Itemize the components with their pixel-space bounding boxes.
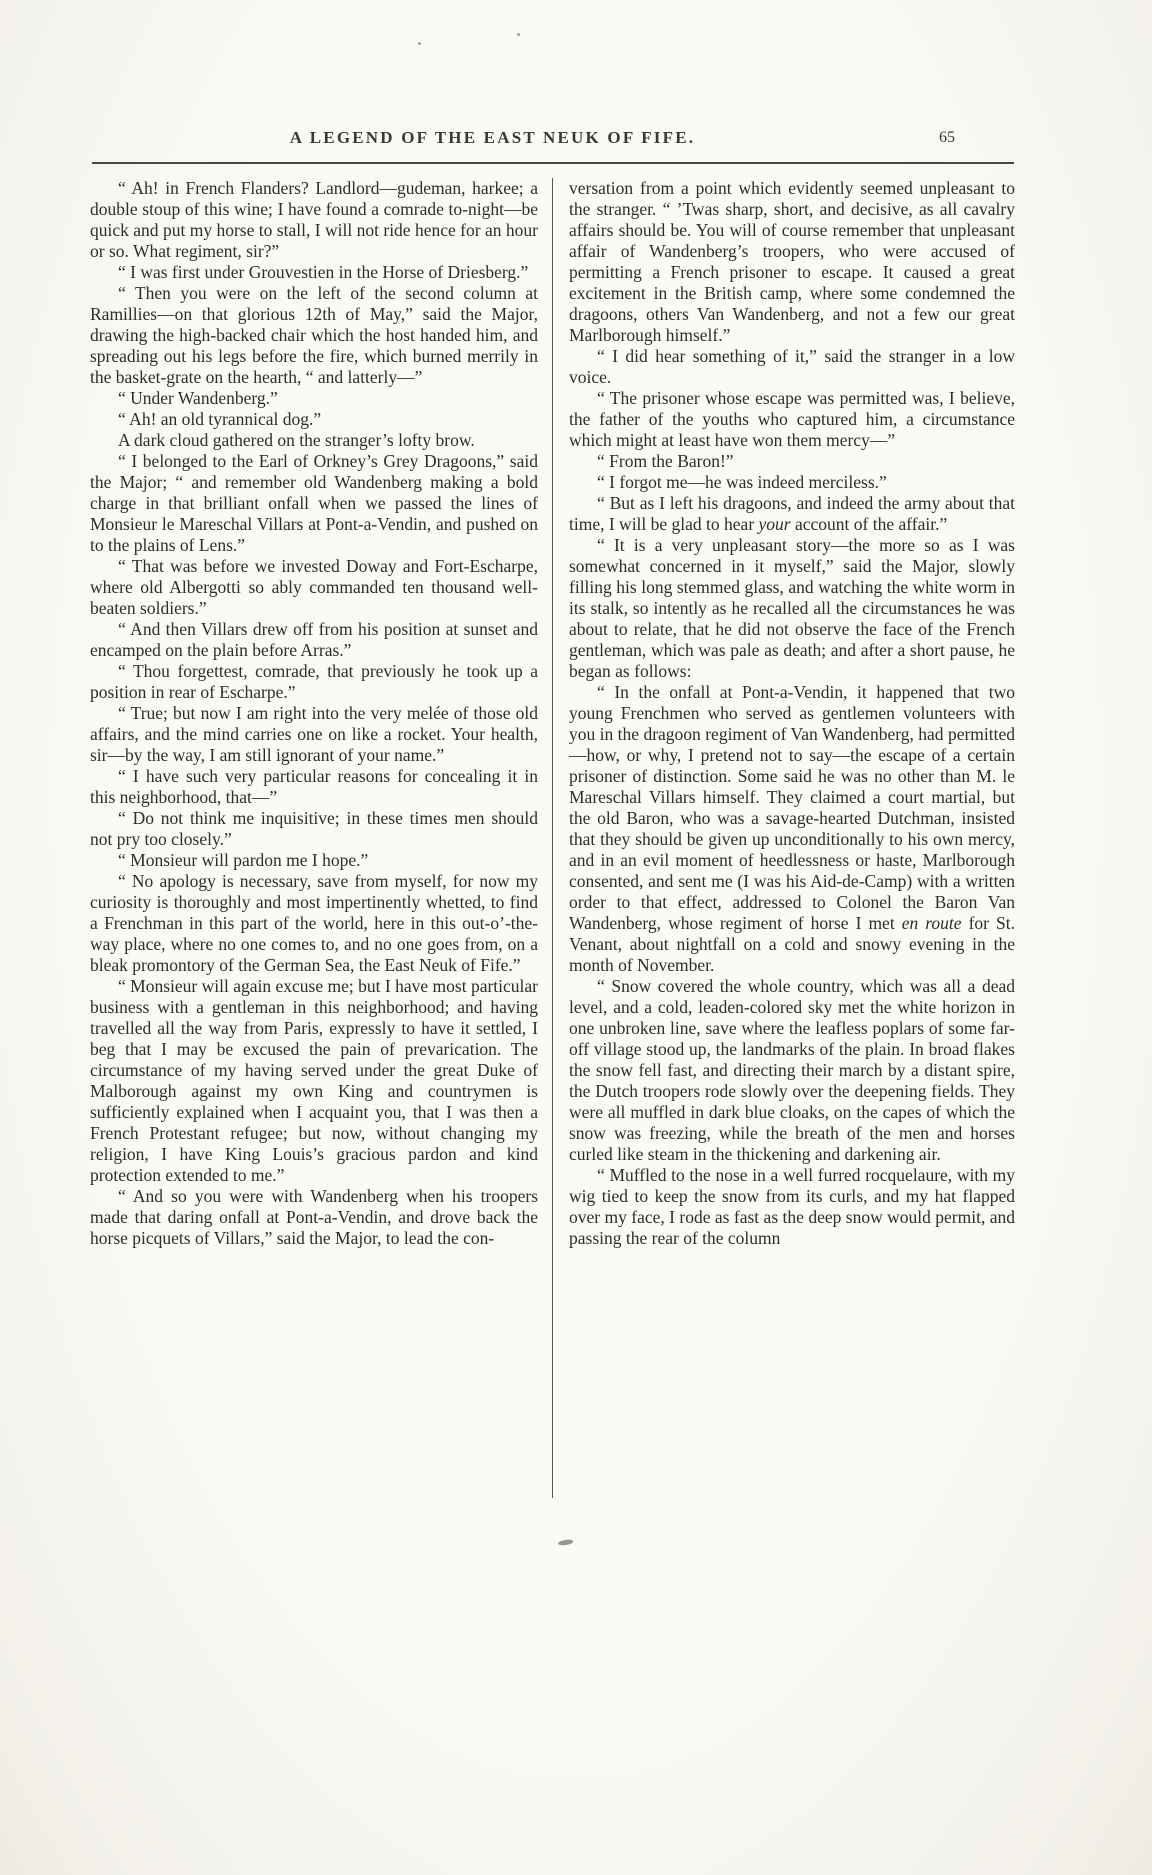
italic-text: en route bbox=[901, 913, 962, 933]
paragraph: “ No apology is necessary, save from myself, for now my curiosity is thoroughly and most impertinently whetted, to find a Frenchman in this part of the world, here in this out-o’-the-way place, where no one comes to, and no one goes from, on a bleak promontory of the German Sea, the East Neuk of Fife.” bbox=[90, 871, 538, 975]
paragraph: “ It is a very unpleasant story—the more so as I was somewhat concerned in it myself,” said the Major, slowly filling his long stemmed glass, and watching the white worm in its stalk, so intently as he recalled all the circumstances he was about to relate, that he did not observe the face of the French gentleman, which was pale as death; and after a short pause, he began as follows: bbox=[569, 535, 1015, 681]
text-run: “ But as I left his dragoons, and indeed the army about that time, I will be glad to hear bbox=[569, 493, 1015, 534]
paragraph: versation from a point which evidently seemed unpleasant to the stranger. “ ’Twas sharp, short, and decisive, as all cavalry affairs should be. You will of course remember that unpleasant affair of Wandenberg’s troopers, who were accused of permitting a French prisoner to escape. It caused a great excitement in the British camp, where some condemned the dragoons, others Van Wandenberg, and not a few our great Marlborough himself.” bbox=[569, 178, 1015, 345]
paragraph: “ That was before we invested Doway and Fort-Escharpe, where old Albergotti so ably commanded ten thousand well-beaten soldiers.” bbox=[90, 556, 538, 618]
scan-speck bbox=[418, 42, 421, 45]
text-run: account of the affair.” bbox=[790, 514, 948, 534]
paragraph: “ Thou forgettest, comrade, that previously he took up a position in rear of Escharpe.” bbox=[90, 661, 538, 702]
paragraph: “ True; but now I am right into the very melée of those old affairs, and the mind carries one on like a rocket. Your health, sir—by the way, I am still ignorant of your name.” bbox=[90, 703, 538, 765]
paragraph: “ The prisoner whose escape was permitted was, I believe, the father of the youths who captured him, a circumstance which might at least have won them mercy—” bbox=[569, 388, 1015, 450]
text-columns bbox=[90, 178, 1015, 1498]
scan-speck bbox=[517, 33, 520, 36]
paragraph: “ From the Baron!” bbox=[597, 451, 734, 471]
paragraph: “ Muffled to the nose in a well furred rocquelaure, with my wig tied to keep the snow from its curls, and my hat flapped over my face, I rode as fast as the deep snow would permit, and passing the rear of the column bbox=[569, 1165, 1015, 1248]
right-column bbox=[553, 178, 1015, 1498]
paragraph: “ I did hear something of it,” said the stranger in a low voice. bbox=[569, 346, 1015, 387]
paragraph: “ I forgot me—he was indeed merciless.” bbox=[597, 472, 887, 492]
header-rule bbox=[92, 162, 1014, 164]
page-header bbox=[90, 128, 1015, 154]
paragraph: “ Ah! an old tyrannical dog.” bbox=[118, 409, 322, 429]
paragraph: “ I was first under Grouvestien in the Horse of Driesberg.” bbox=[118, 262, 529, 282]
paragraph: A dark cloud gathered on the stranger’s lofty brow. bbox=[118, 430, 475, 450]
paragraph bbox=[569, 682, 1015, 976]
paragraph: “ Snow covered the whole country, which was all a dead level, and a cold, leaden-colored sky met the white horizon in one unbroken line, save where the leafless poplars of some far-off village stood up, the landmarks of the plain. In broad flakes the snow fell fast, and directing their march by a distant spire, the Dutch troopers rode slowly over the deepening fields. They were all muffled in dark blue cloaks, on the capes of which the snow was freezing, while the breath of the men and horses curled like steam in the thickening and darkening air. bbox=[569, 976, 1015, 1164]
paragraph: “ And then Villars drew off from his position at sunset and encamped on the plain before Arras.” bbox=[90, 619, 538, 660]
paragraph bbox=[569, 493, 1015, 535]
text-run: “ In the onfall at Pont-a-Vendin, it happened that two young Frenchmen who served as gentlemen volunteers with you in the dragoon regiment of Van Wandenberg, had permitted—how, or why, I pretend not to say—the escape of a certain prisoner of distinction. Some said he was no other than M. le Mareschal Villars himself. They claimed a court martial, but the old Baron, who was a savage-hearted Dutchman, insisted that they should be given up unconditionally to his own mercy, and in an evil moment of heedlessness or haste, Marlborough consented, and sent me (I was his Aid-de-Camp) with a written order to that effect, addressed to Colonel the Baron Van Wandenberg, whose regiment of horse I met bbox=[569, 682, 1015, 933]
text-run: for St. Venant, about nightfall on a cold and snowy evening in the month of November. bbox=[569, 913, 1015, 975]
paragraph: “ I have such very particular reasons for concealing it in this neighborhood, that—” bbox=[90, 766, 538, 807]
paragraph: “ Do not think me inquisitive; in these times men should not pry too closely.” bbox=[90, 808, 538, 849]
paragraph: “ Then you were on the left of the second column at Ramillies—on that glorious 12th of May,” said the Major, drawing the high-backed chair which the host handed him, and spreading out his legs before the fire, which burned merrily in the basket-grate on the hearth, “ and latterly—” bbox=[90, 283, 538, 387]
paragraph: “ Under Wandenberg.” bbox=[118, 388, 278, 408]
paragraph: “ Monsieur will pardon me I hope.” bbox=[118, 850, 369, 870]
paragraph: “ Ah! in French Flanders? Landlord—gudeman, harkee; a double stoup of this wine; I have found a comrade to-night—be quick and put my horse to stall, I will not ride hence for an hour or so. What regiment, sir?” bbox=[90, 178, 538, 261]
page-number: 65 bbox=[939, 129, 955, 146]
ink-smudge bbox=[558, 1539, 573, 1546]
paragraph: “ And so you were with Wandenberg when his troopers made that daring onfall at Pont-a-Vendin, and drove back the horse picquets of Villars,” said the Major, to lead the con- bbox=[90, 1186, 538, 1248]
left-column bbox=[90, 178, 552, 1498]
paragraph: “ I belonged to the Earl of Orkney’s Grey Dragoons,” said the Major; “ and remember old Wandenberg making a bold charge in that brilliant onfall when we passed the lines of Monsieur le Mareschal Villars at Pont-a-Vendin, and pushed on to the plains of Lens.” bbox=[90, 451, 538, 555]
italic-text: your bbox=[758, 514, 791, 534]
paragraph: “ Monsieur will again excuse me; but I have most particular business with a gentleman in this neighborhood; and having travelled all the way from Paris, expressly to have it settled, I beg that I may be excused the pain of prevarication. The circumstance of my having served under the great Duke of Malborough against my own King and countrymen is sufficiently explained when I acquaint you, that I was then a French Protestant refugee; but now, without changing my religion, I have King Louis’s gracious pardon and kind protection extended to me.” bbox=[90, 976, 538, 1185]
running-head-title: A LEGEND OF THE EAST NEUK OF FIFE. bbox=[289, 128, 696, 147]
